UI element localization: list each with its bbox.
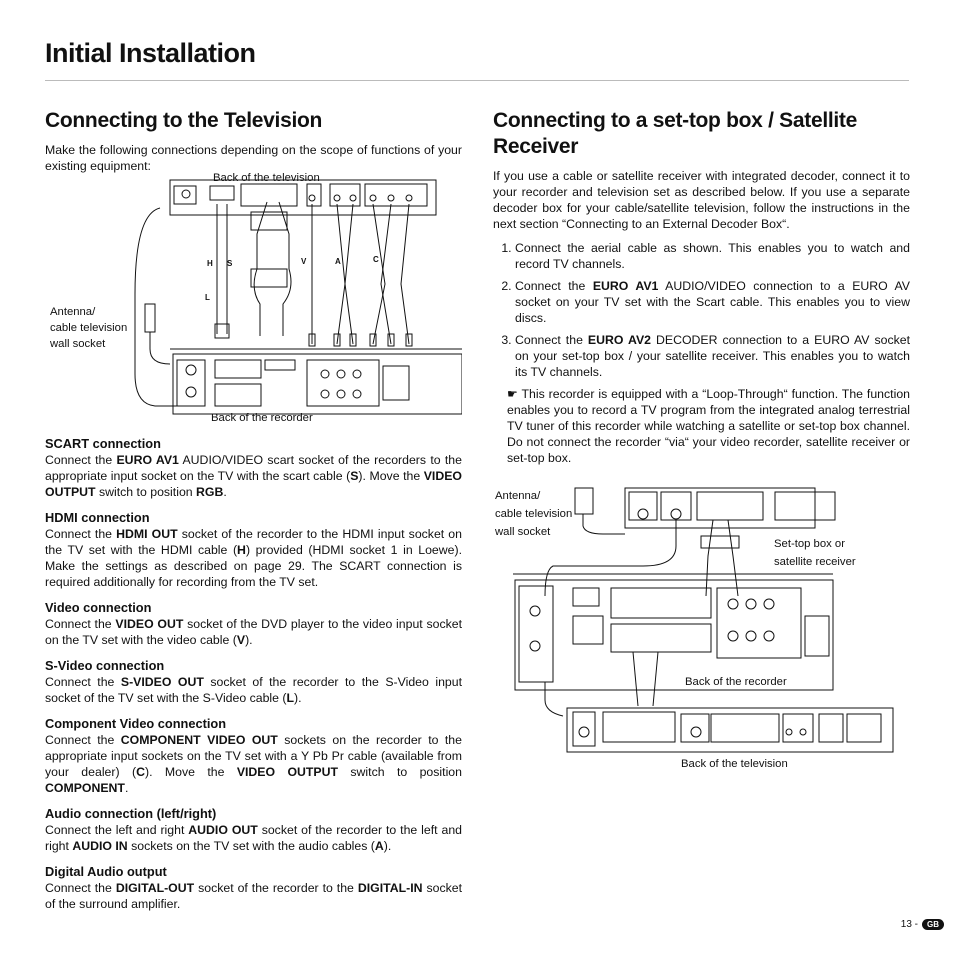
note-arrow-icon: ☛	[507, 387, 518, 401]
language-badge: GB	[922, 919, 944, 930]
cable-label-l: L	[205, 293, 210, 302]
page-number: 13 - GB	[901, 919, 944, 930]
text-audio: Connect the left and right AUDIO OUT socket of the recorder to the left and right AUDIO IN sockets on the TV set with the audio cables (A).	[45, 823, 462, 853]
label-settop-box-line2: satellite receiver	[774, 556, 856, 568]
text-component: Connect the COMPONENT VIDEO OUT sockets on the recorder to the appropriate input sockets on the TV set with a Y Pb Pr cable (available from your dealer) (C). Move the VIDEO OUTPUT switch to position COMPONENT.	[45, 733, 462, 795]
title-divider	[45, 80, 909, 81]
text-hdmi: Connect the HDMI OUT socket of the recorder to the HDMI input socket on the TV set with the HDMI cable (H) provided (HDMI socket 1 in Loewe). Make the settings as described on page 29. The SCART connection is required additionally for recording from the TV set.	[45, 527, 462, 589]
text-svideo: Connect the S-VIDEO OUT socket of the recorder to the S-Video input socket of the TV set with the S-Video cable (L).	[45, 675, 462, 705]
cable-label-v: V	[301, 257, 307, 266]
section-heading-settop: Connecting to a set-top box / Satellite Receiver	[493, 109, 857, 158]
intro-text: Make the following connections depending on the scope of functions of your existing equipment:	[45, 143, 462, 173]
label-back-of-recorder-right: Back of the recorder	[685, 676, 787, 688]
label-back-of-recorder: Back of the recorder	[211, 412, 313, 424]
heading-component: Component Video connection	[45, 716, 227, 731]
text-digital-audio: Connect the DIGITAL-OUT socket of the recorder to the DIGITAL-IN socket of the surround amplifier.	[45, 881, 462, 911]
cable-label-a: A	[335, 257, 341, 266]
settop-steps	[493, 240, 910, 380]
heading-audio: Audio connection (left/right)	[45, 806, 217, 821]
text-video: Connect the VIDEO OUT socket of the DVD player to the video input socket on the TV set with the video cable (V).	[45, 617, 463, 647]
left-column	[45, 108, 462, 912]
text-scart: Connect the EURO AV1 AUDIO/VIDEO scart socket of the recorders to the appropriate input socket on the TV with the scart cable (S). Move the VIDEO OUTPUT switch to position RGB.	[45, 453, 462, 499]
label-antenna-right-line2: cable television	[495, 508, 573, 520]
cable-label-c: C	[373, 255, 379, 264]
tv-connection-diagram	[45, 174, 462, 426]
page-title: Initial Installation	[45, 38, 256, 68]
label-back-of-tv: Back of the television	[213, 172, 320, 184]
heading-video: Video connection	[45, 600, 152, 615]
heading-hdmi: HDMI connection	[45, 510, 150, 525]
right-column	[493, 108, 910, 776]
label-antenna-right-line3: wall socket	[495, 526, 551, 538]
label-settop-box-line1: Set-top box or	[774, 538, 845, 550]
settop-connection-diagram	[493, 486, 910, 776]
heading-scart: SCART connection	[45, 436, 161, 451]
settop-diagram-drawing	[493, 486, 910, 776]
loop-through-note: ☛ This recorder is equipped with a “Loop-Through“ function. The function enables you to record a TV program from the integrated analog terrestrial TV tuner of this recorder while watching a satellite or set-top box channel. Do not connect the recorder “via“ your video recorder, satellite receiver or set-top box.	[507, 387, 910, 465]
label-antenna-right-line1: Antenna/	[495, 490, 541, 502]
heading-svideo: S-Video connection	[45, 658, 165, 673]
step-1: 1. Connect the aerial cable as shown. This enables you to watch and record TV channels.	[515, 240, 910, 272]
heading-digital-audio: Digital Audio output	[45, 864, 167, 879]
label-antenna-line3: wall socket	[50, 338, 106, 350]
label-antenna-line1: Antenna/	[50, 306, 96, 318]
settop-intro: If you use a cable or satellite receiver with integrated decoder, connect it to your recorder and television set as described below. If you use a separate decoder box for your cable/satellite television, follow the instructions in the next section “Connecting to an External Decoder Box“.	[493, 169, 910, 231]
label-antenna-line2: cable television	[50, 322, 128, 334]
section-heading-television: Connecting to the Television	[45, 109, 323, 132]
tv-diagram-drawing	[45, 174, 462, 426]
cable-label-h: H	[207, 259, 213, 268]
label-back-of-tv-right: Back of the television	[681, 758, 788, 770]
step-3: 3. Connect the EURO AV2 DECODER connection to a EURO AV socket on your set-top box / your satellite receiver. This enables you to watch its TV channels.	[515, 332, 910, 380]
cable-label-s: S	[227, 259, 233, 268]
step-2: 2. Connect the EURO AV1 AUDIO/VIDEO connection to a EURO AV socket on your TV set with the Scart cable. This enables you to view discs.	[515, 278, 910, 326]
